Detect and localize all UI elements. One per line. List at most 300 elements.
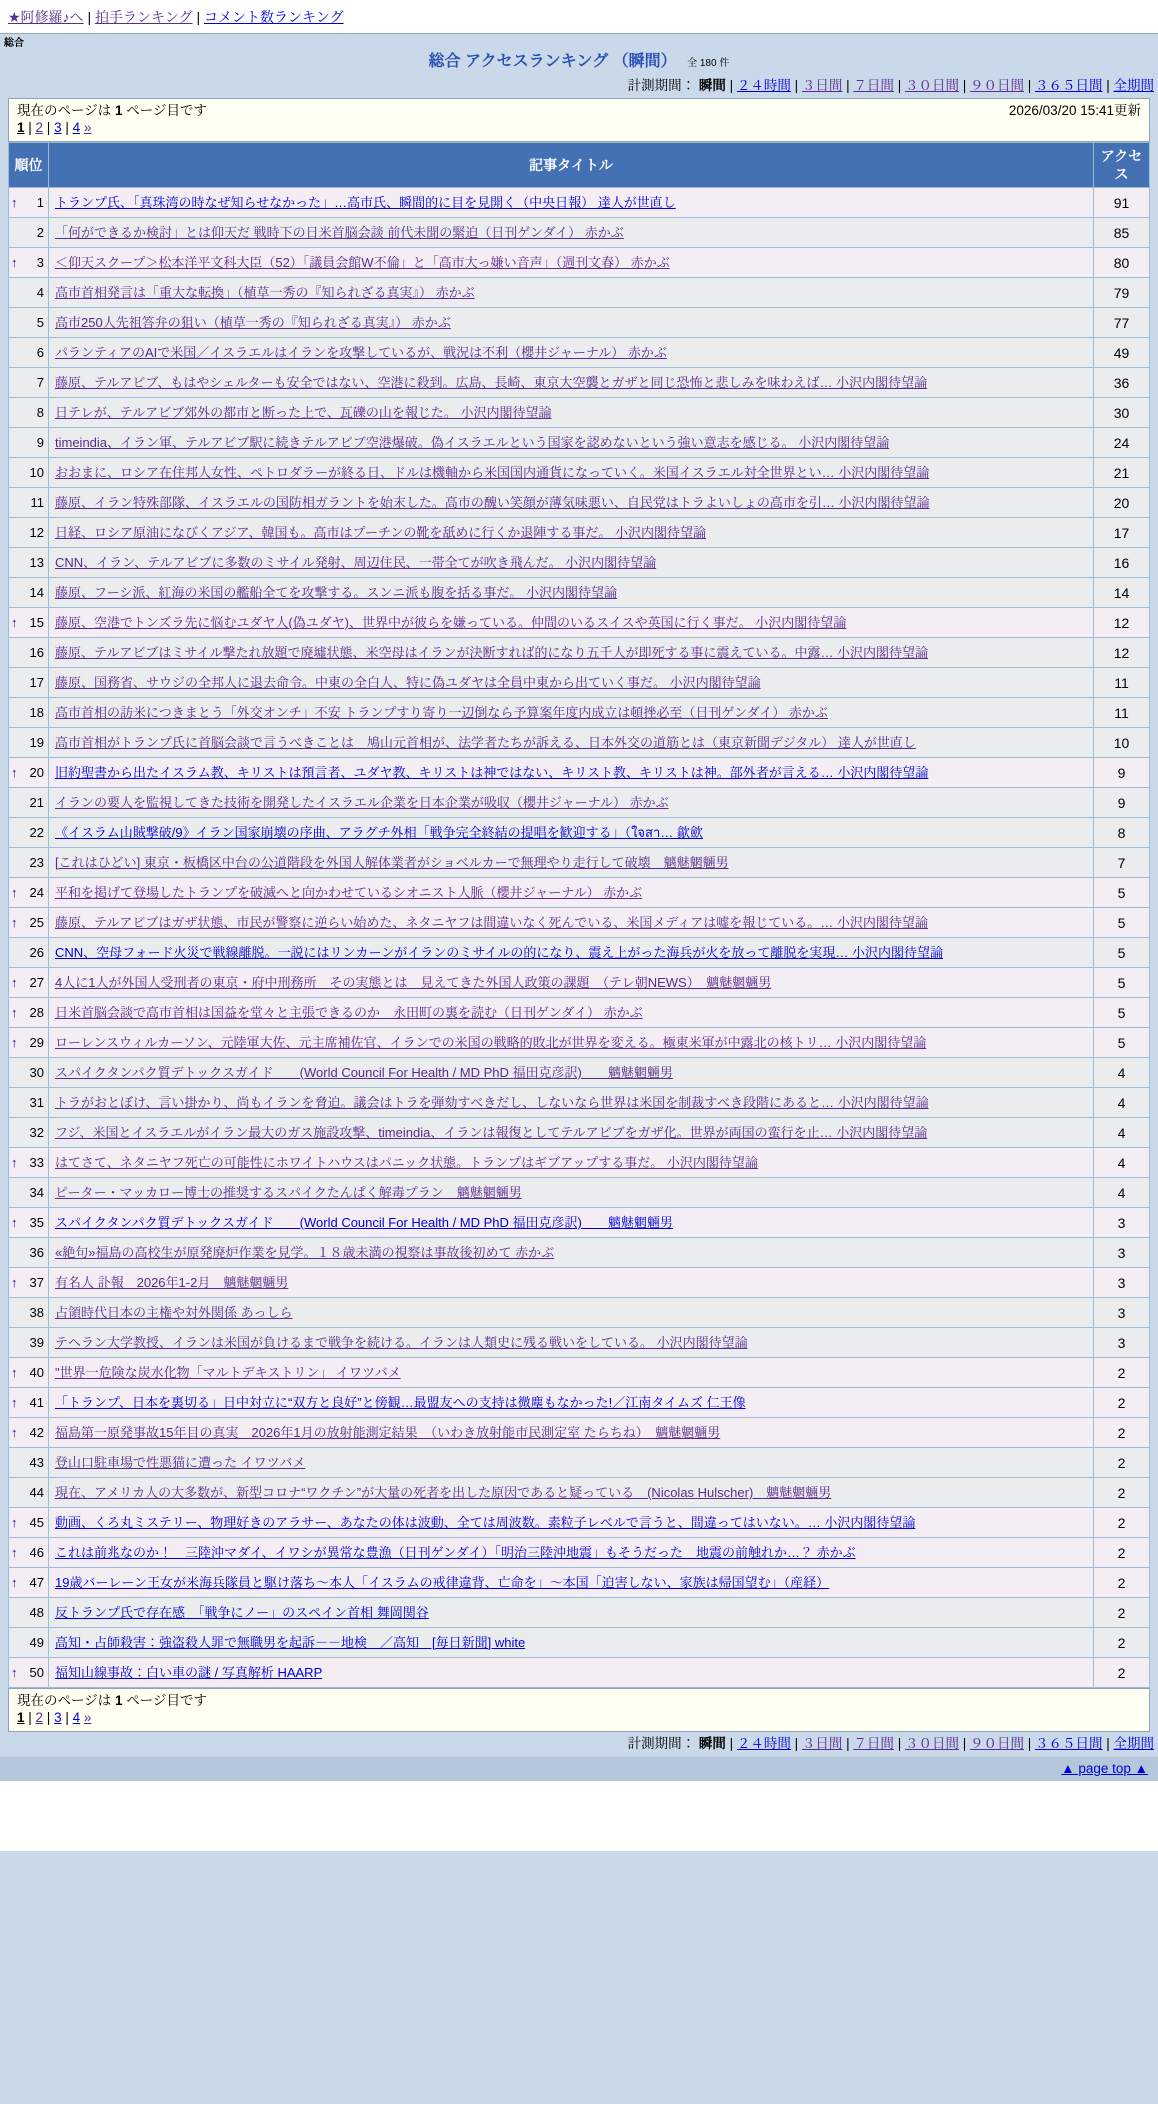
- access-count: 12: [1094, 608, 1150, 638]
- rank-cell: [9, 1508, 49, 1538]
- access-count: 4: [1094, 1178, 1150, 1208]
- rank-up-arrow-icon: ↑: [11, 1425, 18, 1440]
- rank-cell: [9, 488, 49, 518]
- article-title-cell: [49, 308, 1094, 338]
- article-title-cell: [49, 368, 1094, 398]
- rank-up-arrow-icon: ↑: [11, 255, 18, 270]
- article-title-cell: [49, 1388, 1094, 1418]
- article-title-cell: [49, 578, 1094, 608]
- article-title-link[interactable]: 高市首相の訪米につきまとう「外交オンチ」不安 トランプすり寄り一辺倒なら予算案年度内成立は頓挫必至（日刊ゲンダイ） 赤かぶ: [55, 705, 828, 720]
- table-row: [9, 878, 1150, 908]
- access-count: 3: [1094, 1238, 1150, 1268]
- rank-number: 24: [29, 885, 44, 900]
- table-row: [9, 1298, 1150, 1328]
- rank-number: 4: [36, 285, 44, 300]
- rank-cell: [9, 1238, 49, 1268]
- access-count: 30: [1094, 398, 1150, 428]
- rank-cell: [9, 848, 49, 878]
- rank-cell: [9, 1178, 49, 1208]
- period-selector-bottom: [0, 1735, 1154, 1753]
- top-nav-link[interactable]: ★阿修羅♪へ: [8, 9, 84, 25]
- rank-cell: [9, 638, 49, 668]
- rank-cell: [9, 1628, 49, 1658]
- rank-cell: [9, 728, 49, 758]
- period-current: 瞬間: [698, 1736, 726, 1751]
- article-title-cell: [49, 338, 1094, 368]
- access-count: 4: [1094, 1118, 1150, 1148]
- article-title-link[interactable]: テヘラン大学教授、イランは米国が負けるまで戦争を続ける。イランは人類史に残る戦いをしている。 小沢内閣待望論: [55, 1335, 748, 1350]
- rank-cell: [9, 938, 49, 968]
- article-title-link[interactable]: 藤原、テルアビブはガザ状態、市民が警察に逆らい始めた、ネタニヤフは間違いなく死んでいる、米国メディアは嘘を報じている。… 小沢内閣待望論: [55, 915, 928, 930]
- article-title-link[interactable]: はてさて、ネタニヤフ死亡の可能性にホワイトハウスはパニック状態。トランプはギブアップする事だ。 小沢内閣待望論: [55, 1155, 758, 1170]
- page-title: [0, 52, 1158, 74]
- article-title-link[interactable]: 登山口駐車場で性悪猫に遭った イワツバメ: [55, 1455, 306, 1470]
- access-count: 17: [1094, 518, 1150, 548]
- table-row: [9, 608, 1150, 638]
- pagination-current-page: 1: [17, 120, 25, 135]
- rank-cell: [9, 668, 49, 698]
- period-option-link[interactable]: ３０日間: [904, 1736, 959, 1751]
- page-top-bar: [0, 1757, 1158, 1781]
- article-title-cell: [49, 818, 1094, 848]
- ranking-table: [8, 142, 1150, 1688]
- access-count: 5: [1094, 968, 1150, 998]
- period-option-link[interactable]: ３６５日間: [1034, 1736, 1103, 1751]
- rank-number: 8: [36, 405, 44, 420]
- article-title-cell: [49, 878, 1094, 908]
- article-title-cell: [49, 938, 1094, 968]
- article-title-link[interactable]: 有名人 訃報 2026年1-2月 魑魅魍魎男: [55, 1275, 289, 1290]
- rank-cell: [9, 458, 49, 488]
- article-title-link[interactable]: 藤原、テルアビブ、もはやシェルターも安全ではない、空港に殺到。広島、長崎、東京大空襲とガザと同じ恐怖と悲しみを味わえば… 小沢内閣待望論: [55, 375, 928, 390]
- period-option-link[interactable]: ２４時間: [736, 1736, 791, 1751]
- article-title-link[interactable]: timeindia、イラン軍、テルアビブ駅に続きテルアビブ空港爆破。偽イスラエルという国家を認めないという強い意志を感じる。 小沢内閣待望論: [55, 435, 890, 450]
- article-title-link[interactable]: 藤原、国務省、サウジの全邦人に退去命令。中東の全白人、特に偽ユダヤは全員中東から出ていく事だ。 小沢内閣待望論: [55, 675, 761, 690]
- article-title-link[interactable]: これは前兆なのか！ 三陸沖マダイ、イワシが異常な豊漁（日刊ゲンダイ）「明治三陸沖地震」もそうだった 地震の前触れか…？ 赤かぶ: [55, 1545, 856, 1560]
- rank-up-arrow-icon: ↑: [11, 1665, 18, 1680]
- access-count: 3: [1094, 1268, 1150, 1298]
- article-title-cell: [49, 728, 1094, 758]
- access-count: 5: [1094, 908, 1150, 938]
- rank-number: 10: [29, 465, 44, 480]
- pagination-page-link[interactable]: 2: [35, 1710, 44, 1725]
- article-title-cell: [49, 1508, 1094, 1538]
- access-count: 4: [1094, 1148, 1150, 1178]
- top-nav-link[interactable]: コメント数ランキング: [204, 9, 344, 25]
- rank-cell: [9, 1658, 49, 1688]
- table-row: [9, 998, 1150, 1028]
- article-title-link[interactable]: 日米首脳会談で高市首相は国益を堂々と主張できるのか 永田町の裏を読む（日刊ゲンダイ） 赤かぶ: [55, 1005, 643, 1020]
- table-row: [9, 1088, 1150, 1118]
- access-count: 2: [1094, 1388, 1150, 1418]
- article-title-link[interactable]: スパイクタンパク質デトックスガイド (World Council For Health / MD PhD 福田克彦訳) 魑魅魍魎男: [55, 1215, 673, 1230]
- table-row: [9, 1268, 1150, 1298]
- access-count: 5: [1094, 1028, 1150, 1058]
- current-page-number: 1: [115, 1693, 123, 1708]
- access-count: 5: [1094, 938, 1150, 968]
- top-nav-links: ★阿修羅♪へ | 拍手ランキング | コメント数ランキング: [8, 9, 344, 25]
- access-count: 3: [1094, 1208, 1150, 1238]
- section-label: 総合: [4, 38, 24, 49]
- article-title-link[interactable]: 「トランプ、日本を裏切る」日中対立に“双方と良好”と傍観…最盟友への支持は微塵もなかった!／江南タイムズ 仁王像: [55, 1395, 746, 1410]
- article-title-cell: [49, 1598, 1094, 1628]
- article-title-link[interactable]: イランの要人を監視してきた技術を開発したイスラエル企業を日本企業が吸収（櫻井ジャーナル） 赤かぶ: [55, 795, 669, 810]
- period-selector-top: [0, 77, 1154, 95]
- table-row: [9, 1328, 1150, 1358]
- table-row: [9, 1358, 1150, 1388]
- rank-number: 7: [36, 375, 44, 390]
- access-count: 10: [1094, 728, 1150, 758]
- rank-number: 19: [29, 735, 44, 750]
- access-count: 12: [1094, 638, 1150, 668]
- rank-number: 38: [29, 1305, 44, 1320]
- access-count: 5: [1094, 878, 1150, 908]
- table-row: [9, 1118, 1150, 1148]
- pagination-page-link[interactable]: 2: [35, 120, 44, 135]
- rank-number: 23: [29, 855, 44, 870]
- table-row: [9, 518, 1150, 548]
- table-row: [9, 488, 1150, 518]
- rank-number: 31: [29, 1095, 44, 1110]
- rank-cell: [9, 338, 49, 368]
- article-title-link[interactable]: 平和を掲げて登場したトランプを破滅へと向かわせているシオニスト人脈（櫻井ジャーナル） 赤かぶ: [55, 885, 643, 900]
- rank-cell: [9, 248, 49, 278]
- article-title-link[interactable]: トラがおとぼけ、言い掛かり、尚もイランを脅迫。議会はトラを弾劾すべきだし、しないなら世界は米国を制裁すべき段階にあると… 小沢内閣待望論: [55, 1095, 929, 1110]
- article-title-link[interactable]: 動画、くろ丸ミステリー、物理好きのアラサー、あなたの体は波動、全ては周波数。素粒子レベルで言うと、間違ってはいない。… 小沢内閣待望論: [55, 1515, 916, 1530]
- article-title-cell: [49, 758, 1094, 788]
- rank-cell: [9, 968, 49, 998]
- pagination-page-link[interactable]: 4: [72, 120, 81, 135]
- rank-number: 47: [29, 1575, 44, 1590]
- article-title-cell: [49, 398, 1094, 428]
- access-count: 85: [1094, 218, 1150, 248]
- article-title-cell: [49, 248, 1094, 278]
- table-row: [9, 1478, 1150, 1508]
- pagination-next-link[interactable]: »: [83, 120, 92, 135]
- access-count: 20: [1094, 488, 1150, 518]
- rank-number: 22: [29, 825, 44, 840]
- rank-cell: [9, 1598, 49, 1628]
- article-title-cell: [49, 518, 1094, 548]
- article-title-cell: [49, 668, 1094, 698]
- access-count: 2: [1094, 1568, 1150, 1598]
- rank-up-arrow-icon: ↑: [11, 1005, 18, 1020]
- period-option-link[interactable]: 全期間: [1113, 78, 1154, 93]
- article-title-cell: [49, 1238, 1094, 1268]
- access-count: 2: [1094, 1538, 1150, 1568]
- article-title-cell: [49, 1358, 1094, 1388]
- rank-cell: [9, 1268, 49, 1298]
- rank-cell: [9, 1328, 49, 1358]
- article-title-link[interactable]: 福知山線事故：白い車の謎 / 写真解析 HAARP: [55, 1665, 323, 1680]
- article-title-link[interactable]: 福島第一原発事故15年目の真実 2026年1月の放射能測定結果 （いわき放射能市民測定室 たらちね） 魑魅魍魎男: [55, 1425, 721, 1440]
- rank-number: 36: [29, 1245, 44, 1260]
- table-row: [9, 1208, 1150, 1238]
- rank-cell: [9, 758, 49, 788]
- period-option-link[interactable]: 全期間: [1113, 1736, 1154, 1751]
- rank-cell: [9, 1118, 49, 1148]
- article-title-cell: [49, 1178, 1094, 1208]
- rank-number: 13: [29, 555, 44, 570]
- article-title-cell: [49, 548, 1094, 578]
- article-title-link[interactable]: ピーター・マッカロー博士の推奨するスパイクたんぱく解毒プラン 魑魅魍魎男: [55, 1185, 522, 1200]
- rank-up-arrow-icon: ↑: [11, 1515, 18, 1530]
- table-row: [9, 188, 1150, 218]
- rank-cell: [9, 1208, 49, 1238]
- pagination-next-link[interactable]: »: [83, 1710, 92, 1725]
- article-title-link[interactable]: 藤原、フーシ派、紅海の米国の艦船全てを攻撃する。スンニ派も腹を括る事だ。 小沢内閣待望論: [55, 585, 617, 600]
- rank-number: 45: [29, 1515, 44, 1530]
- article-title-link[interactable]: フジ、米国とイスラエルがイラン最大のガス施設攻撃、timeindia、イランは報復としてテルアビブをガザ化。世界が両国の蛮行を止… 小沢内閣待望論: [55, 1125, 928, 1140]
- article-title-cell: [49, 1088, 1094, 1118]
- rank-cell: [9, 1448, 49, 1478]
- article-title-link[interactable]: おおまに、ロシア在住邦人女性、ペトロダラーが終る日、ドルは機軸から米国国内通貨になっていく。米国イスラエル対全世界とい… 小沢内閣待望論: [55, 465, 930, 480]
- access-count: 8: [1094, 818, 1150, 848]
- table-row: [9, 248, 1150, 278]
- table-row: [9, 1028, 1150, 1058]
- current-page-text: 現在のページは 1 ページ目です: [17, 103, 208, 118]
- access-count: 2: [1094, 1628, 1150, 1658]
- table-row: [9, 428, 1150, 458]
- rank-cell: [9, 1148, 49, 1178]
- page-info-box-bottom: [8, 1688, 1150, 1732]
- rank-number: 37: [29, 1275, 44, 1290]
- table-row: [9, 1418, 1150, 1448]
- access-count: 9: [1094, 758, 1150, 788]
- article-title-cell: [49, 1298, 1094, 1328]
- period-option-link[interactable]: ２４時間: [736, 78, 791, 93]
- table-row: [9, 1658, 1150, 1688]
- access-count: 3: [1094, 1298, 1150, 1328]
- rank-number: 9: [36, 435, 44, 450]
- rank-number: 1: [36, 195, 44, 210]
- table-row: [9, 548, 1150, 578]
- article-title-cell: [49, 608, 1094, 638]
- table-row: [9, 458, 1150, 488]
- article-title-cell: [49, 1208, 1094, 1238]
- table-row: [9, 788, 1150, 818]
- table-row: [9, 1568, 1150, 1598]
- rank-number: 39: [29, 1335, 44, 1350]
- rank-number: 33: [29, 1155, 44, 1170]
- table-row: [9, 848, 1150, 878]
- article-title-link[interactable]: 藤原、テルアビブはミサイル撃たれ放題で廃墟状態、米空母はイランが決断すれば的になり五千人が即死する事に震えている。中露… 小沢内閣待望論: [55, 645, 929, 660]
- rank-up-arrow-icon: ↑: [11, 885, 18, 900]
- article-title-link[interactable]: 反トランプ氏で存在感 「戦争にノー」のスペイン首相 舞岡関谷: [55, 1605, 429, 1620]
- article-title-link[interactable]: 藤原、空港でトンズラ先に悩むユダヤ人(偽ユダヤ)、世界中が彼らを嫌っている。仲間のいるスイスや英国に行く事だ。 小沢内閣待望論: [55, 615, 847, 630]
- article-title-link[interactable]: 現在、アメリカ人の大多数が、新型コロナ“ワクチン”が大量の死者を出した原因であると疑っている (Nicolas Hulscher) 魑魅魍魎男: [55, 1485, 832, 1500]
- rank-up-arrow-icon: ↑: [11, 615, 18, 630]
- column-header-access: アクセス: [1094, 143, 1150, 188]
- access-count: 2: [1094, 1448, 1150, 1478]
- table-row: [9, 908, 1150, 938]
- rank-up-arrow-icon: ↑: [11, 1575, 18, 1590]
- pagination-top: 1 | 2 | 3 | 4 »: [17, 120, 92, 135]
- article-title-link[interactable]: 《イスラム山賊撃破/9》イラン国家崩壊の序曲、アラグチ外相「戦争完全終結の提唱を歓迎する」（ใจสา… 歙歛: [55, 825, 703, 840]
- current-page-text: 現在のページは 1 ページ目です: [17, 1693, 208, 1708]
- rank-number: 41: [29, 1395, 44, 1410]
- rank-up-arrow-icon: ↑: [11, 975, 18, 990]
- table-row: [9, 1388, 1150, 1418]
- access-count: 4: [1094, 1088, 1150, 1118]
- rank-up-arrow-icon: ↑: [11, 1155, 18, 1170]
- rank-number: 50: [29, 1665, 44, 1680]
- table-row: [9, 1238, 1150, 1268]
- period-option-link[interactable]: ７日間: [853, 78, 894, 93]
- rank-cell: [9, 1088, 49, 1118]
- article-title-link[interactable]: 高市首相発言は「重大な転換」（植草一秀の『知られざる真実』） 赤かぶ: [55, 285, 475, 300]
- period-label: 計測期間：: [627, 1736, 696, 1751]
- rank-number: 44: [29, 1485, 44, 1500]
- article-title-link[interactable]: 日テレが、テルアビブ郊外の都市と断った上で、瓦礫の山を報じた。 小沢内閣待望論: [55, 405, 552, 420]
- pagination-page-link[interactable]: 3: [54, 120, 62, 135]
- rank-number: 11: [30, 495, 44, 510]
- rank-cell: [9, 818, 49, 848]
- article-title-cell: [49, 1658, 1094, 1688]
- article-title-link[interactable]: 4人に1人が外国人受刑者の東京・府中刑務所 その実態とは 見えてきた外国人政策の課題 （テレ朝NEWS） 魑魅魍魎男: [55, 975, 772, 990]
- update-timestamp: 2026/03/20 15:41更新: [1008, 103, 1141, 118]
- access-count: 3: [1094, 1328, 1150, 1358]
- period-option-link[interactable]: ７日間: [853, 1736, 894, 1751]
- rank-number: 20: [29, 765, 44, 780]
- period-option-link[interactable]: ３０日間: [904, 78, 959, 93]
- table-row: [9, 1598, 1150, 1628]
- article-title-link[interactable]: 高知・占師殺害：強盗殺人罪で無職男を起訴－－地検 ／高知 [毎日新聞] white: [55, 1635, 526, 1650]
- article-title-cell: [49, 278, 1094, 308]
- article-title-link[interactable]: «絶句»福島の高校生が原発廃炉作業を見学。１８歳未満の視察は事故後初めて 赤かぶ: [55, 1245, 555, 1260]
- access-count: 4: [1094, 1058, 1150, 1088]
- access-count: 11: [1094, 698, 1150, 728]
- table-row: [9, 338, 1150, 368]
- period-links: | ２４時間 | ３日間 | ７日間 | ３０日間 | ９０日間 | ３６５日間 | 全期間: [725, 1736, 1154, 1751]
- period-option-link[interactable]: ３日間: [801, 78, 843, 93]
- table-row: [9, 1538, 1150, 1568]
- access-count: 77: [1094, 308, 1150, 338]
- article-title-cell: [49, 788, 1094, 818]
- article-title-cell: [49, 848, 1094, 878]
- access-count: 79: [1094, 278, 1150, 308]
- rank-cell: [9, 1538, 49, 1568]
- article-title-link[interactable]: CNN、イラン、テルアビブに多数のミサイル発射、周辺住民、一帯全てが吹き飛んだ。 小沢内閣待望論: [55, 555, 657, 570]
- rank-cell: [9, 1568, 49, 1598]
- article-title-cell: [49, 908, 1094, 938]
- rank-cell: [9, 1058, 49, 1088]
- article-title-link[interactable]: スパイクタンパク質デトックスガイド (World Council For Health / MD PhD 福田克彦訳) 魑魅魍魎男: [55, 1065, 673, 1080]
- pagination-page-link[interactable]: 3: [54, 1710, 62, 1725]
- article-title-link[interactable]: ＜仰天スクープ＞松本洋平文科大臣（52）「議員会館W不倫」と「高市大っ嫌い音声」（週刊文春） 赤かぶ: [55, 255, 670, 270]
- article-title-link[interactable]: トランプ氏、「真珠湾の時なぜ知らせなかった」…高市氏、瞬間的に目を見開く（中央日報） 達人が世直し: [55, 195, 676, 210]
- access-count: 11: [1094, 668, 1150, 698]
- period-option-link[interactable]: ３日間: [801, 1736, 843, 1751]
- access-count: 9: [1094, 788, 1150, 818]
- access-count: 2: [1094, 1658, 1150, 1688]
- rank-number: 46: [29, 1545, 44, 1560]
- table-header-row: [9, 143, 1150, 188]
- article-title-cell: [49, 638, 1094, 668]
- bottom-whitespace: [0, 1781, 1158, 1851]
- table-row: [9, 578, 1150, 608]
- rank-cell: [9, 218, 49, 248]
- article-title-link[interactable]: パランティアのAIで米国／イスラエルはイランを攻撃しているが、戦況は不利（櫻井ジャーナル） 赤かぶ: [55, 345, 667, 360]
- access-count: 80: [1094, 248, 1150, 278]
- article-title-link[interactable]: 占領時代日本の主権や対外関係 あっしら: [55, 1305, 293, 1320]
- rank-cell: [9, 518, 49, 548]
- article-title-link[interactable]: [これはひどい] 東京・板橋区中台の公道階段を外国人解体業者がショベルカーで無理やり走行して破壊 魑魅魍魎男: [55, 855, 729, 870]
- table-row: [9, 278, 1150, 308]
- article-title-link[interactable]: 藤原、イラン特殊部隊、イスラエルの国防相ガラントを始末した。高市の醜い笑顔が薄気味悪い、自民党はトラよいしょの高市を引… 小沢内閣待望論: [55, 495, 930, 510]
- period-option-link[interactable]: ９０日間: [969, 1736, 1024, 1751]
- rank-number: 12: [29, 525, 44, 540]
- rank-number: 5: [36, 315, 44, 330]
- article-title-cell: [49, 1568, 1094, 1598]
- total-count-note: 全 180 件: [687, 58, 730, 69]
- period-current: 瞬間: [698, 78, 726, 93]
- rank-cell: [9, 578, 49, 608]
- rank-cell: [9, 1358, 49, 1388]
- access-count: 49: [1094, 338, 1150, 368]
- article-title-link[interactable]: ローレンスウィルカーソン、元陸軍大佐、元主席補佐官、イランでの米国の戦略的敗北が世界を変える。極東米軍が中露北の核トリ… 小沢内閣待望論: [55, 1035, 927, 1050]
- access-count: 14: [1094, 578, 1150, 608]
- article-title-link[interactable]: CNN、空母フォード火災で戦線離脱。一説にはリンカーンがイランのミサイルの的になり、震え上がった海兵が火を放って離脱を実現… 小沢内閣待望論: [55, 945, 943, 960]
- table-row: [9, 638, 1150, 668]
- period-option-link[interactable]: ９０日間: [969, 78, 1024, 93]
- access-count: 24: [1094, 428, 1150, 458]
- rank-number: 14: [29, 585, 44, 600]
- article-title-cell: [49, 1418, 1094, 1448]
- article-title-cell: [49, 1628, 1094, 1658]
- rank-up-arrow-icon: ↑: [11, 1545, 18, 1560]
- article-title-link[interactable]: "世界一危険な炭水化物「マルトデキストリン」 イワツバメ: [55, 1365, 401, 1380]
- period-option-link[interactable]: ３６５日間: [1034, 78, 1103, 93]
- top-nav-bar: [0, 0, 1158, 34]
- article-title-link[interactable]: 高市首相がトランプ氏に首脳会談で言うべきことは 鳩山元首相が、法学者たちが訴える、日本外交の道筋とは（東京新聞デジタル） 達人が世直し: [55, 735, 916, 750]
- article-title-cell: [49, 1028, 1094, 1058]
- access-count: 21: [1094, 458, 1150, 488]
- rank-number: 32: [29, 1125, 44, 1140]
- table-row: [9, 818, 1150, 848]
- article-title-link[interactable]: 「何ができるか検討」とは仰天だ 戦時下の日米首脳会談 前代未聞の緊迫（日刊ゲンダイ） 赤かぶ: [55, 225, 624, 240]
- rank-number: 43: [29, 1455, 44, 1470]
- article-title-link[interactable]: 日経、ロシア原油になびくアジア、韓国も。高市はプーチンの靴を舐めに行くか退陣する事だ。 小沢内閣待望論: [55, 525, 707, 540]
- table-row: [9, 1148, 1150, 1178]
- article-title-link[interactable]: 高市250人先祖答弁の狙い（植草一秀の『知られざる真実』） 赤かぶ: [55, 315, 451, 330]
- article-title-cell: [49, 1328, 1094, 1358]
- page-top-link[interactable]: ▲ page top ▲: [1061, 1761, 1148, 1776]
- article-title-cell: [49, 1478, 1094, 1508]
- rank-number: 28: [29, 1005, 44, 1020]
- article-title-link[interactable]: 旧約聖書から出たイスラム教、キリストは預言者、ユダヤ教、キリストは神ではない、キリスト教、キリストは神。部外者が言える… 小沢内閣待望論: [55, 765, 929, 780]
- access-count: 2: [1094, 1478, 1150, 1508]
- rank-cell: [9, 398, 49, 428]
- rank-number: 49: [29, 1635, 44, 1650]
- column-header-title: 記事タイトル: [49, 143, 1094, 188]
- table-row: [9, 1508, 1150, 1538]
- current-page-number: 1: [115, 103, 123, 118]
- column-header-rank: 順位: [9, 143, 49, 188]
- pagination-page-link[interactable]: 4: [72, 1710, 81, 1725]
- table-row: [9, 1628, 1150, 1658]
- rank-number: 25: [29, 915, 44, 930]
- article-title-link[interactable]: 19歳バーレーン王女が米海兵隊員と駆け落ち〜本人「イスラムの戒律違背、亡命を」〜本国「迫害しない、家族は帰国望む」（産経）: [55, 1575, 830, 1590]
- rank-number: 30: [29, 1065, 44, 1080]
- access-count: 91: [1094, 188, 1150, 218]
- top-nav-link[interactable]: 拍手ランキング: [94, 9, 193, 25]
- rank-cell: [9, 1418, 49, 1448]
- rank-up-arrow-icon: ↑: [11, 915, 18, 930]
- rank-cell: [9, 908, 49, 938]
- rank-up-arrow-icon: ↑: [11, 1035, 18, 1050]
- rank-cell: [9, 1388, 49, 1418]
